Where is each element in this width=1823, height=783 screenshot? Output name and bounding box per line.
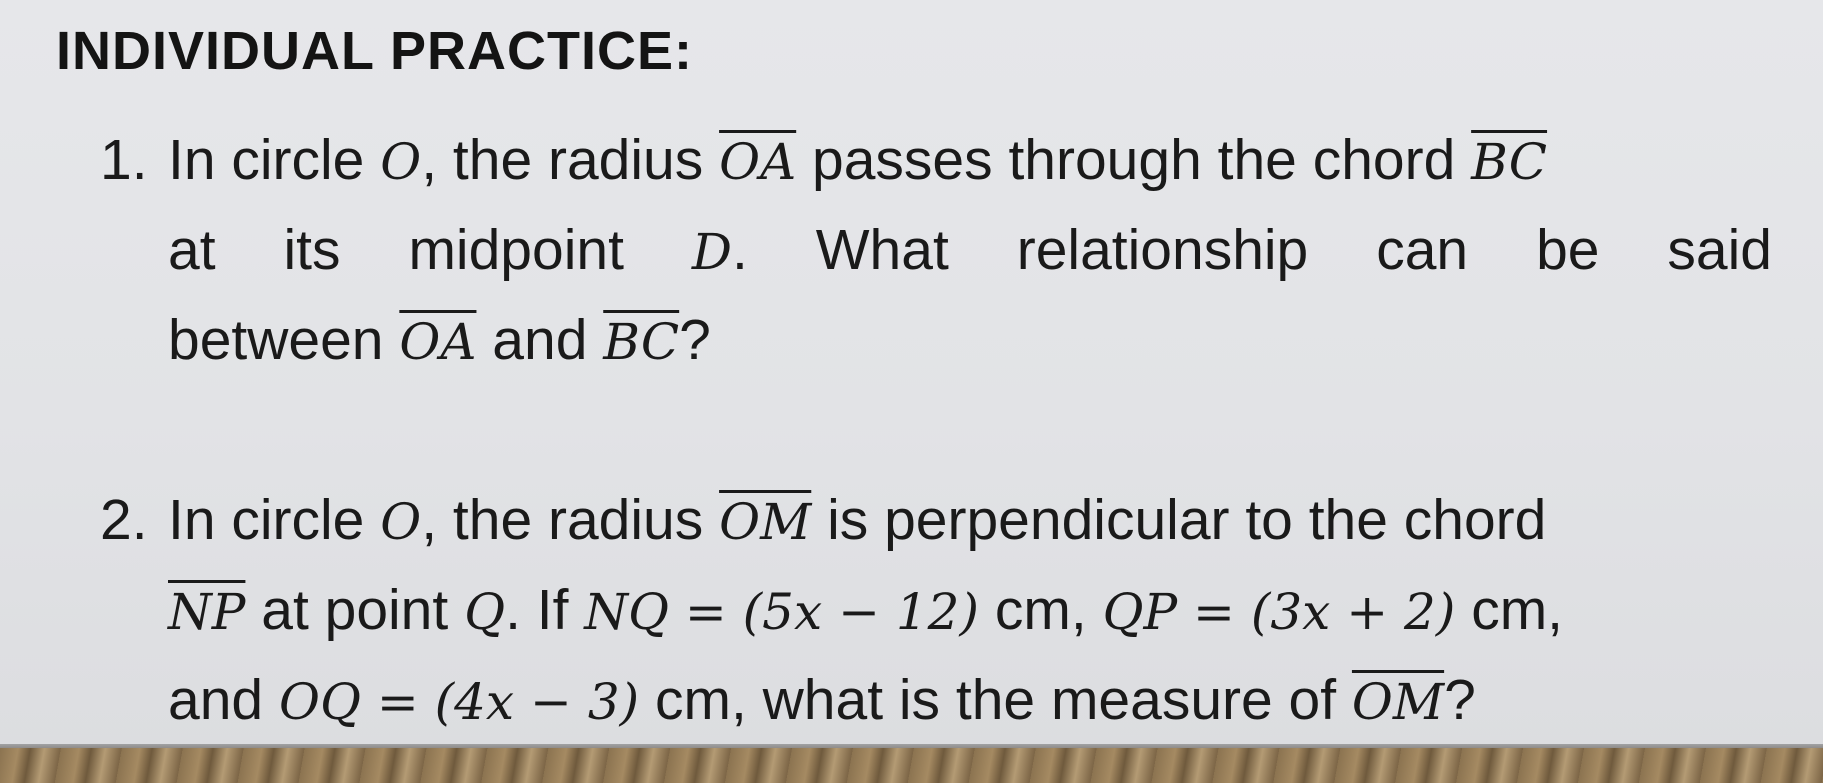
text-line	[168, 656, 1772, 746]
problem-text	[168, 476, 1772, 746]
math-expression: NQ = (5x − 12)	[584, 583, 980, 641]
text: In circle	[168, 488, 381, 552]
text: ?	[679, 308, 711, 372]
problem-number: 1.	[100, 128, 148, 192]
text: cm,	[1455, 578, 1564, 642]
text: at its midpoint	[168, 218, 692, 282]
text: , the radius	[421, 128, 720, 192]
math-segment: $\overline{OM}$	[719, 493, 812, 551]
text: ?	[1444, 668, 1476, 732]
math-segment: $\overline{NP}$	[168, 583, 246, 641]
math-segment: $\overline{OM}$	[1351, 673, 1445, 731]
math-segment: $\overline{BC}$	[1471, 133, 1548, 191]
text-line	[168, 296, 1772, 386]
text-line	[168, 206, 1772, 296]
text: , the radius	[421, 488, 720, 552]
text: cm,	[979, 578, 1103, 642]
text: and	[168, 668, 279, 732]
math-segment: $\overline{OA}$	[719, 133, 797, 191]
text: In circle	[168, 128, 381, 192]
math-segment: $\overline{OA}$	[399, 313, 477, 371]
text: is perpendicular to the chord	[811, 488, 1547, 552]
problem-2	[100, 476, 1772, 746]
math-point: O	[380, 133, 422, 191]
text: at point	[245, 578, 465, 642]
problem-text	[168, 116, 1772, 386]
problem-1	[100, 116, 1772, 386]
text: . What relationship can be said	[731, 218, 1772, 282]
text-line	[168, 476, 1772, 566]
text: . If	[505, 578, 585, 642]
text: and	[476, 308, 604, 372]
text: cm, what is the measure of	[639, 668, 1352, 732]
text: passes through the chord	[796, 128, 1472, 192]
text: between	[168, 308, 400, 372]
problem-number: 2.	[100, 488, 148, 552]
text-line	[168, 566, 1772, 656]
floor-background	[0, 748, 1823, 783]
text-line	[168, 116, 1772, 206]
math-point: O	[380, 493, 422, 551]
math-segment: $\overline{BC}$	[603, 313, 680, 371]
math-point: D	[691, 223, 732, 281]
math-point: Q	[464, 583, 506, 641]
page-title: INDIVIDUAL PRACTICE:	[56, 21, 694, 81]
math-expression: OQ = (4x − 3)	[278, 673, 640, 731]
math-expression: QP = (3x + 2)	[1102, 583, 1456, 641]
